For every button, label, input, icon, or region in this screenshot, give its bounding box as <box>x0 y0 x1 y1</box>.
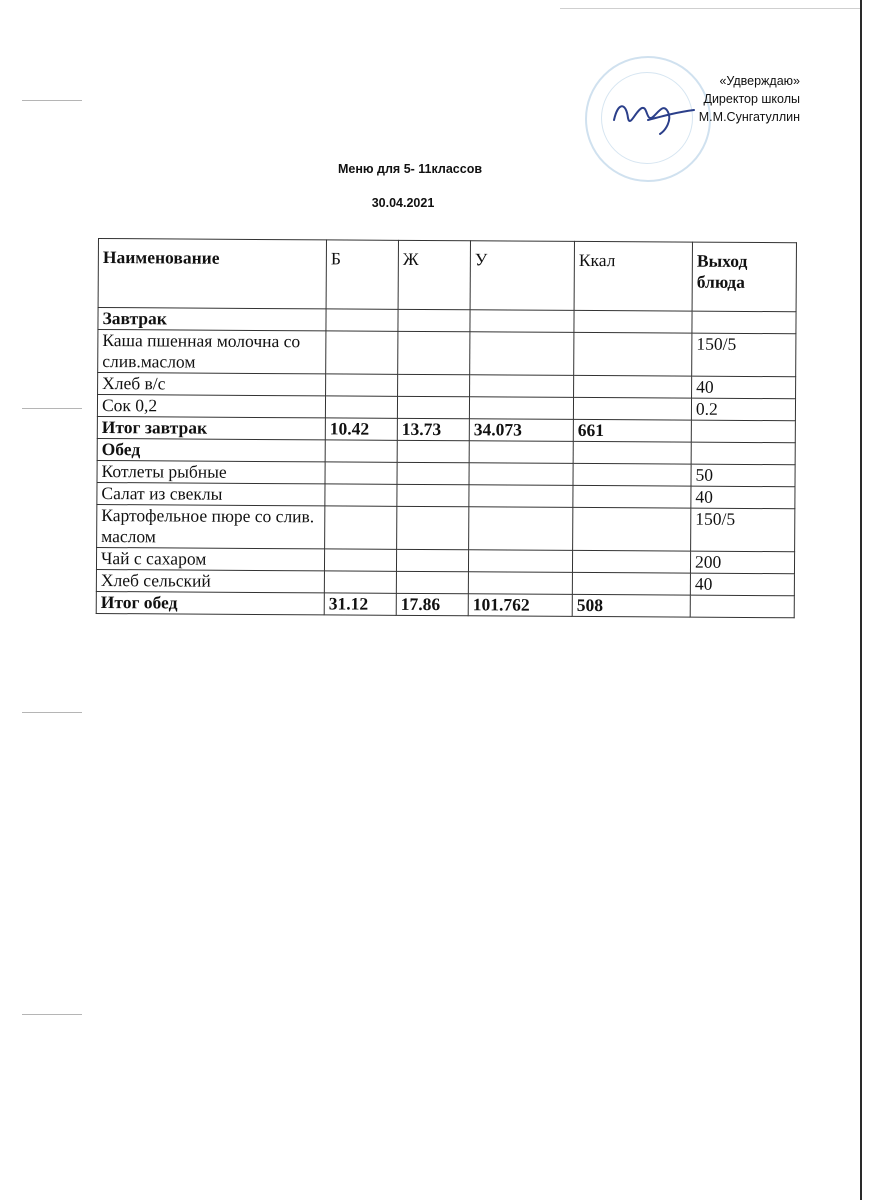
cell-kcal: 661 <box>573 419 691 442</box>
cell-fat: 17.86 <box>396 593 468 615</box>
cell-output <box>690 595 794 618</box>
table-row <box>98 330 796 377</box>
cell-protein <box>324 549 396 571</box>
header-output: Выход блюда <box>692 242 796 312</box>
cell-output: 0.2 <box>691 398 795 421</box>
cell-name: Каша пшенная молочна со слив.маслом <box>98 330 326 374</box>
cell-fat <box>397 440 469 462</box>
cell-fat <box>397 462 469 484</box>
cell-name: Котлеты рыбные <box>97 460 325 483</box>
cell-kcal <box>573 441 691 464</box>
cell-kcal <box>573 485 691 508</box>
cell-carbs <box>469 463 573 486</box>
cell-carbs: 101.762 <box>468 594 572 617</box>
cell-protein <box>325 506 397 549</box>
cell-protein <box>324 571 396 593</box>
cell-output: 40 <box>690 573 794 596</box>
cell-name: Итог обед <box>96 591 324 614</box>
cell-fat <box>398 309 470 331</box>
total-row <box>96 591 794 617</box>
approval-line-3: М.М.Сунгатуллин <box>698 110 800 124</box>
cell-name: Картофельное пюре со слив. маслом <box>97 504 325 548</box>
cell-protein <box>325 396 397 418</box>
cell-kcal <box>572 550 690 573</box>
cell-output <box>691 442 795 465</box>
approval-block <box>699 72 800 126</box>
approval-line-2: Директор школы <box>703 92 800 106</box>
cell-carbs <box>470 375 574 398</box>
header-name: Наименование <box>98 239 326 309</box>
cell-output: 50 <box>691 464 795 487</box>
header-fat: Ж <box>398 240 470 309</box>
scan-mark <box>22 712 82 713</box>
cell-output: 40 <box>692 376 796 399</box>
cell-kcal <box>573 507 691 551</box>
header-kcal: Ккал <box>574 241 692 311</box>
cell-fat <box>396 571 468 593</box>
cell-name: Обед <box>97 438 325 461</box>
cell-name: Завтрак <box>98 308 326 331</box>
cell-protein: 10.42 <box>325 418 397 440</box>
menu-table-body <box>96 308 796 618</box>
cell-protein <box>326 374 398 396</box>
cell-output: 150/5 <box>692 333 796 377</box>
cell-protein: 31.12 <box>324 593 396 615</box>
table-row <box>97 504 795 551</box>
cell-name: Сок 0,2 <box>97 395 325 418</box>
cell-protein <box>326 309 398 331</box>
cell-carbs <box>470 310 574 333</box>
cell-carbs <box>469 485 573 508</box>
cell-carbs <box>469 397 573 420</box>
cell-output: 200 <box>690 551 794 574</box>
cell-kcal: 508 <box>572 594 690 617</box>
scan-edge-right <box>860 0 862 1200</box>
cell-kcal <box>573 463 691 486</box>
cell-kcal <box>574 332 692 376</box>
cell-kcal <box>572 572 690 595</box>
table-header-row <box>98 239 796 312</box>
cell-protein <box>325 462 397 484</box>
cell-fat: 13.73 <box>397 418 469 440</box>
cell-protein <box>325 484 397 506</box>
cell-fat <box>398 331 470 374</box>
cell-carbs <box>468 572 572 595</box>
cell-output: 150/5 <box>691 508 795 552</box>
cell-name: Салат из свеклы <box>97 482 325 505</box>
cell-output: 40 <box>691 486 795 509</box>
cell-name: Хлеб в/с <box>98 373 326 396</box>
menu-table <box>96 238 797 618</box>
cell-protein <box>326 331 398 374</box>
cell-name: Итог завтрак <box>97 416 325 439</box>
cell-kcal <box>573 397 691 420</box>
document-title: Меню для 5- 11классов <box>337 162 483 176</box>
cell-fat <box>397 506 469 549</box>
cell-protein <box>325 440 397 462</box>
scan-mark <box>22 408 82 409</box>
cell-carbs: 34.073 <box>469 419 573 442</box>
cell-fat <box>397 396 469 418</box>
cell-fat <box>396 549 468 571</box>
scan-mark <box>22 100 82 101</box>
cell-carbs <box>468 550 572 573</box>
document-date: 30.04.2021 <box>371 196 435 210</box>
cell-name: Хлеб сельский <box>96 569 324 592</box>
cell-fat <box>398 374 470 396</box>
cell-name: Чай с сахаром <box>96 547 324 570</box>
cell-kcal <box>574 310 692 333</box>
header-protein: Б <box>326 240 398 309</box>
director-signature <box>608 90 698 140</box>
cell-carbs <box>469 441 573 464</box>
cell-fat <box>397 484 469 506</box>
cell-output <box>692 311 796 334</box>
cell-carbs <box>470 332 574 376</box>
header-carbs: У <box>470 241 574 311</box>
cell-output <box>691 420 795 443</box>
scan-mark <box>22 1014 82 1015</box>
scan-edge-top <box>560 8 860 9</box>
cell-kcal <box>574 375 692 398</box>
cell-carbs <box>469 507 573 551</box>
approval-line-1: «Удверждаю» <box>719 74 800 88</box>
